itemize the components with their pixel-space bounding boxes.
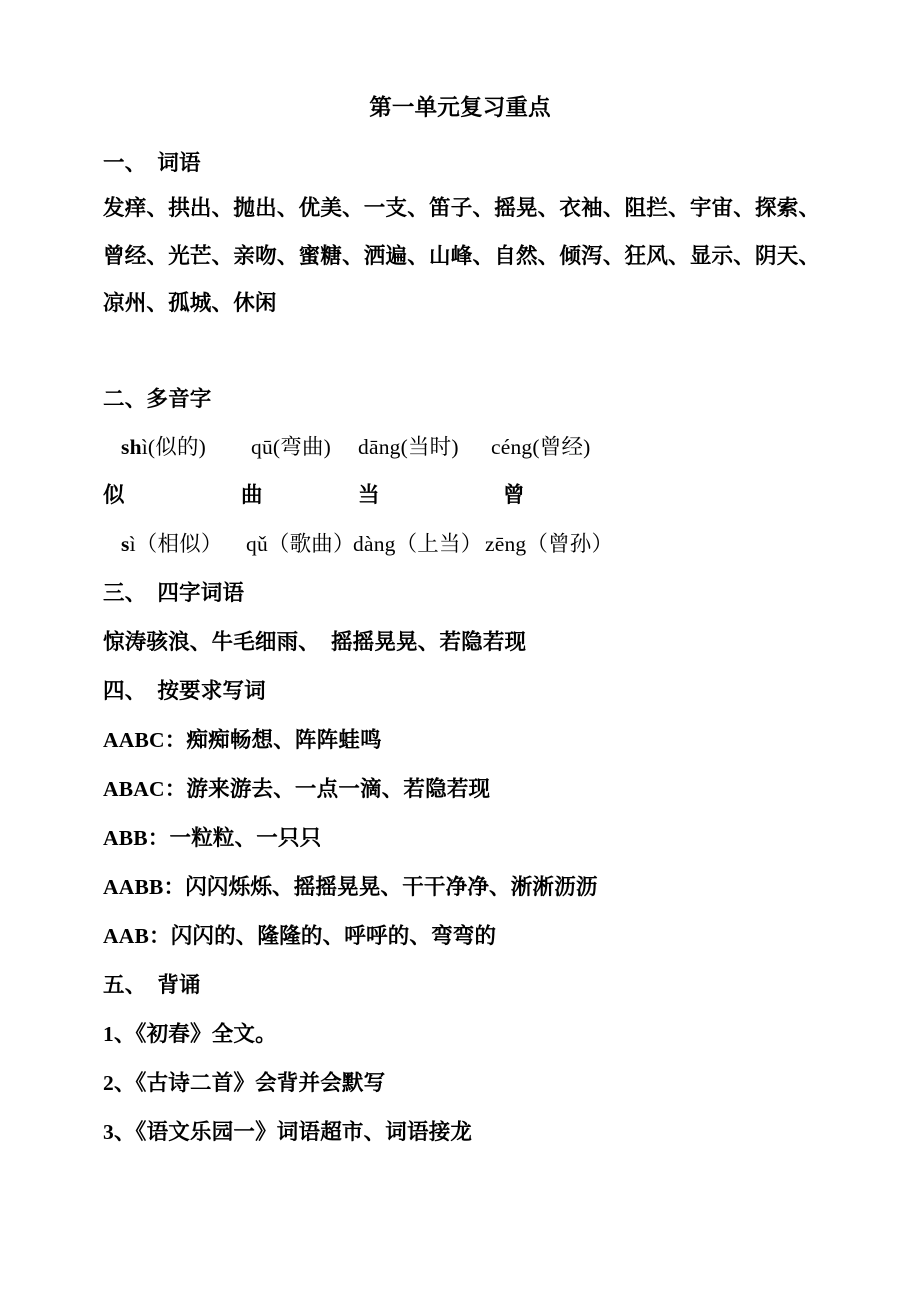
- document-title: 第一单元复习重点: [369, 95, 551, 120]
- pattern-item-abb: ABB：一粒粒、一只只: [103, 826, 322, 850]
- pinyin-item: [121, 432, 206, 462]
- pattern-item-aab: AAB：闪闪的、隆隆的、呼呼的、弯弯的: [103, 924, 497, 948]
- polyphonic-char: 似: [103, 483, 125, 507]
- section-heading-recite: 五、 背诵: [103, 973, 201, 997]
- pinyin-rest: qū(弯曲): [251, 435, 332, 459]
- pinyin-initial: sh: [121, 435, 142, 459]
- pattern-item-abac: ABAC：游来游去、一点一滴、若隐若现: [103, 777, 491, 801]
- pinyin-item: [121, 529, 223, 559]
- word-list-line-2: 曾经、光芒、亲吻、蜜糖、洒遍、山峰、自然、倾泻、狂风、显示、阴天、: [103, 244, 820, 268]
- pinyin-item: [246, 529, 355, 559]
- polyphonic-char: 曲: [241, 483, 263, 507]
- pinyin-item: [251, 432, 331, 462]
- pinyin-item: [491, 432, 591, 462]
- word-list-line-1: 发痒、拱出、抛出、优美、一支、笛子、摇晃、衣袖、阻拦、宇宙、探索、: [103, 196, 820, 220]
- recite-item-1: 1、《初春》全文。: [103, 1022, 277, 1046]
- section-heading-words: 一、 词语: [103, 151, 201, 175]
- pinyin-item: [353, 529, 482, 559]
- pinyin-rest: dāng(当时): [358, 435, 459, 459]
- pinyin-rest: zēng（曾孙）: [485, 532, 614, 556]
- pinyin-item: [358, 432, 459, 462]
- pattern-item-aabc: AABC：痴痴畅想、阵阵蛙鸣: [103, 728, 382, 752]
- section-heading-polyphonic: 二、多音字: [103, 387, 212, 411]
- pinyin-item: [485, 529, 613, 559]
- word-list-line-3: 凉州、孤城、休闲: [103, 291, 277, 315]
- four-char-words-line: 惊涛骇浪、牛毛细雨、 摇摇晃晃、若隐若现: [103, 630, 527, 654]
- recite-item-3: 3、《语文乐园一》词语超市、词语接龙: [103, 1120, 473, 1144]
- section-heading-four-char: 三、 四字词语: [103, 581, 245, 605]
- pattern-item-aabb: AABB：闪闪烁烁、摇摇晃晃、干干净净、淅淅沥沥: [103, 875, 598, 899]
- pinyin-rest: ì(似的): [141, 435, 207, 459]
- pinyin-rest: céng(曾经): [491, 435, 591, 459]
- polyphonic-char: 曾: [503, 483, 525, 507]
- section-heading-patterns: 四、 按要求写词: [103, 679, 266, 703]
- polyphonic-char: 当: [358, 483, 380, 507]
- pinyin-rest: qǔ（歌曲）: [246, 532, 355, 556]
- pinyin-rest: dàng（上当）: [353, 532, 483, 556]
- pinyin-rest: ì（相似）: [129, 532, 223, 556]
- recite-item-2: 2、《古诗二首》会背并会默写: [103, 1071, 386, 1095]
- pinyin-initial: s: [121, 532, 130, 556]
